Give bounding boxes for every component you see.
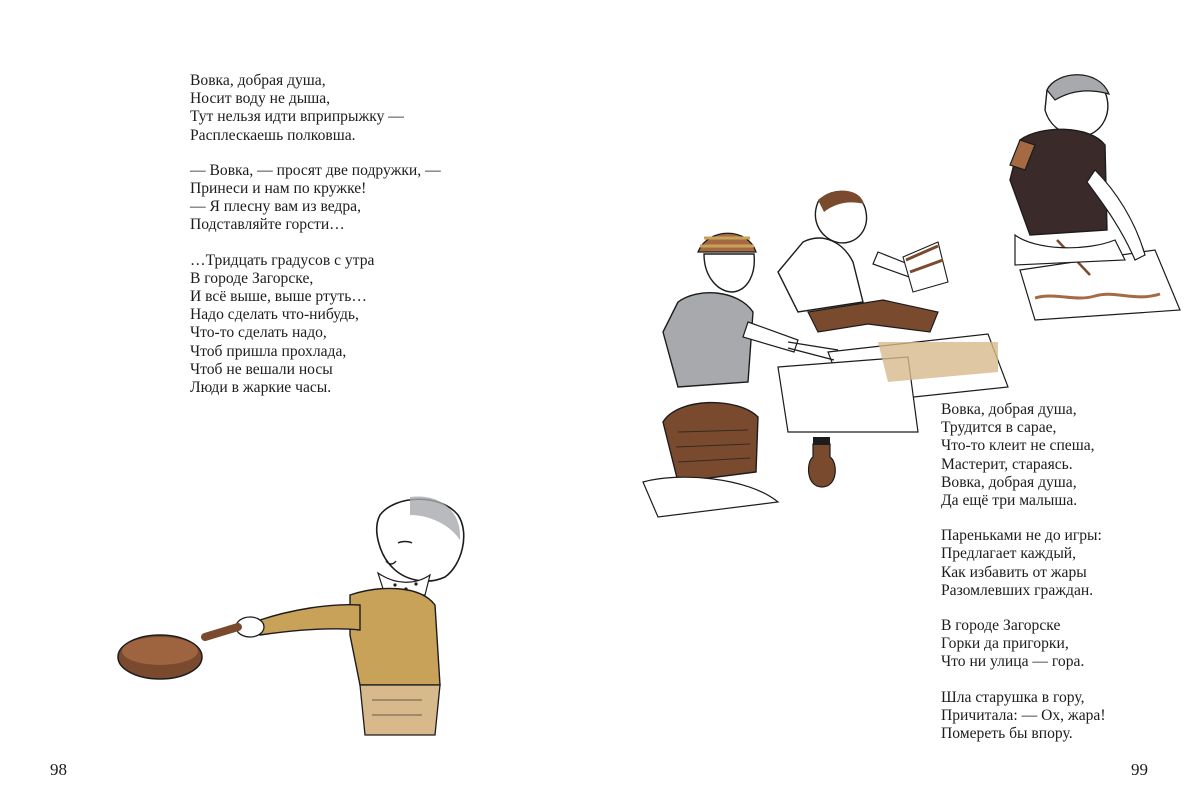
poem-line: Трудится в сарае, — [941, 419, 1057, 437]
poem-line: — Я плесну вам из ведра, — [190, 198, 361, 216]
page-number: 98 — [50, 760, 67, 779]
stanza — [941, 689, 1106, 744]
poem-line: Расплескаешь полковша. — [190, 126, 356, 144]
poem-line: …Тридцать градусов с утра — [190, 251, 375, 269]
poem-line: Мастерит, стараясь. — [941, 455, 1073, 473]
right-page — [600, 0, 1200, 812]
poem-line: Горки да пригорки, — [941, 635, 1069, 653]
poem-line: Вовка, добрая душа, — [941, 473, 1077, 491]
girl-drawing-illustration — [995, 70, 1195, 328]
poem-line: Что-то сделать надо, — [190, 324, 327, 342]
poem-line: Да ещё три малыша. — [941, 492, 1078, 510]
stanza — [190, 162, 441, 235]
poem-line: Пареньками не до игры: — [941, 527, 1102, 545]
poem-line: Разомлевших граждан. — [941, 581, 1094, 599]
poem-line: Что-то клеит не спеша, — [941, 437, 1095, 455]
poem-line: Предлагает каждый, — [941, 545, 1077, 563]
poem-line: Шла старушка в гору, — [941, 688, 1085, 706]
poem-line: Носит воду не дыша, — [190, 90, 331, 108]
poem-line: Причитала: — Ох, жара! — [941, 706, 1106, 724]
poem-line: Вовка, добрая душа, — [190, 72, 326, 89]
poem-line: Чтоб не вешали носы — [190, 360, 333, 378]
left-poem — [190, 72, 441, 414]
poem-line: Принеси и нам по кружке! — [190, 180, 367, 198]
poem-line: Подставляйте горсти… — [190, 216, 345, 234]
stanza — [190, 72, 441, 145]
page-number: 99 — [1131, 760, 1148, 779]
right-poem — [941, 401, 1106, 760]
poem-line: Вовка, добрая душа, — [941, 401, 1077, 418]
poem-line: Тут нельзя идти вприпрыжку — — [190, 108, 404, 126]
poem-line: Чтоб пришла прохлада, — [190, 342, 347, 360]
poem-line: И всё выше, выше ртуть… — [190, 288, 367, 306]
poem-line: Надо сделать что-нибудь, — [190, 306, 359, 324]
poem-line: Помереть бы впору. — [941, 725, 1073, 743]
poem-line: Как избавить от жары — [941, 563, 1087, 581]
poem-line: В городе Загорске — [941, 617, 1061, 635]
stanza — [941, 617, 1106, 672]
boy-with-frying-pan-illustration — [110, 485, 470, 740]
poem-line: В городе Загорске, — [190, 269, 314, 287]
stanza — [941, 401, 1106, 510]
poem-line: — Вовка, — просят две подружки, — — [190, 161, 441, 179]
stanza — [941, 527, 1106, 600]
stanza — [190, 252, 441, 398]
poem-line: Что ни улица — гора. — [941, 653, 1085, 671]
poem-line: Люди в жаркие часы. — [190, 379, 332, 397]
